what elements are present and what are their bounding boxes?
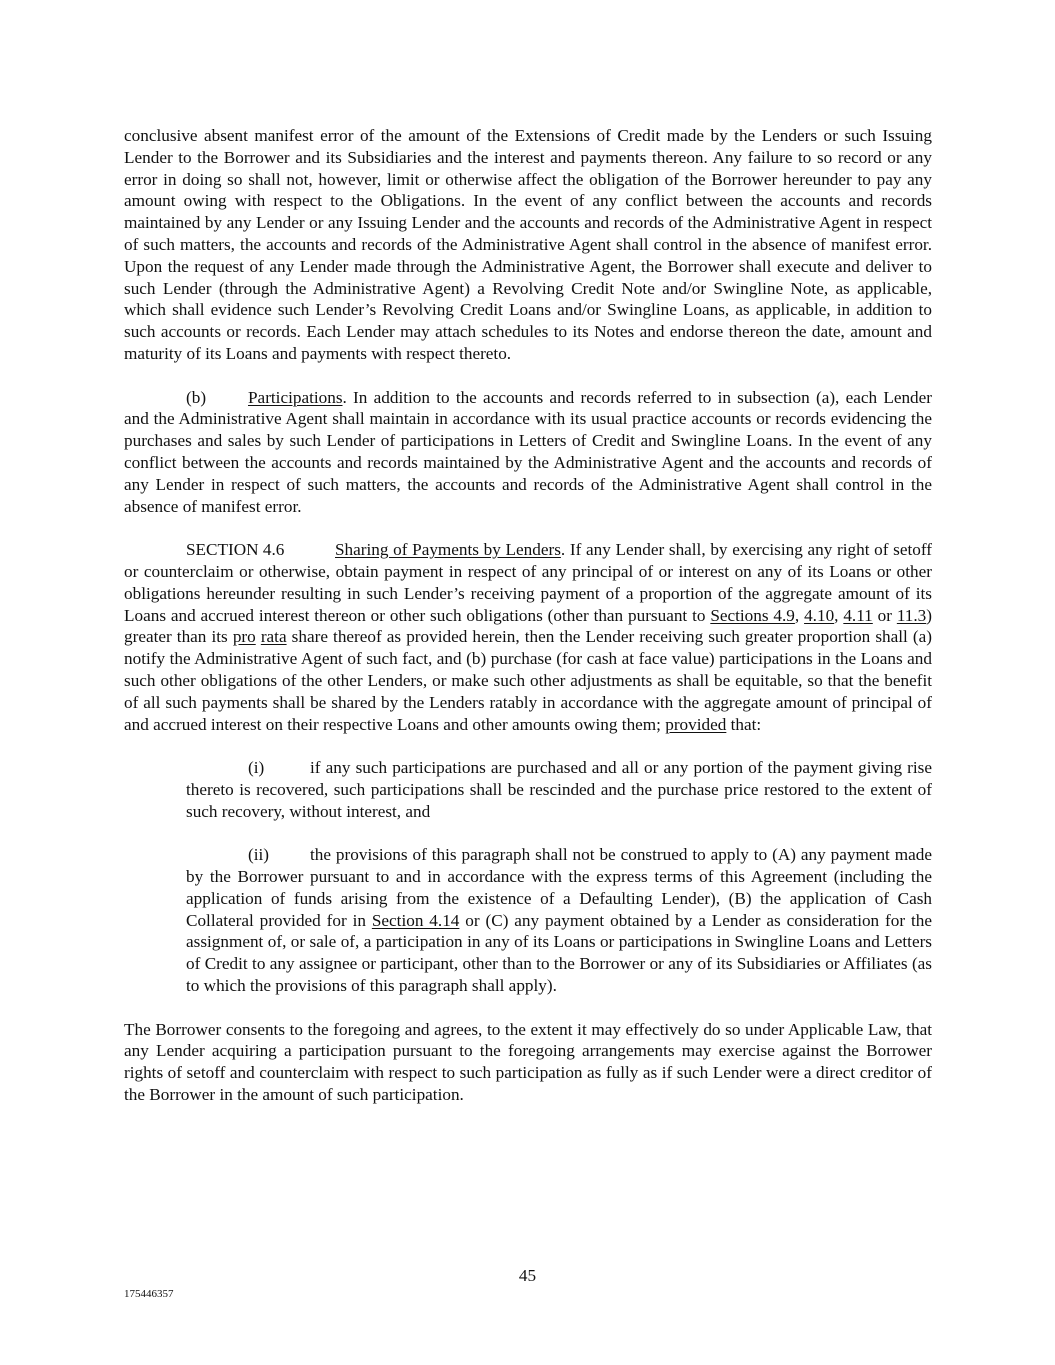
section-4-6-text: ) greater than its — [124, 605, 933, 647]
subsection-i-label: (i) — [248, 758, 265, 778]
subsection-ii — [186, 844, 932, 997]
section-ref-4-9: Sections 4.9 — [710, 605, 795, 625]
paragraph-b-text: . In addition to the accounts and records referred to in subsection (a), each Lender and the Administrative Agent shall maintain in accordance with its usual practice accounts or records evidencing the purchases and sales by such Lender of participations in Letters of Credit and Swingline Loans. In the event of any conflict between the accounts and records maintained by the Administrative Agent and the accounts and records of any Lender in respect of such matters, the accounts and records of the Administrative Agent shall control in the absence of manifest error. — [124, 387, 932, 516]
subsection-ii-label: (ii) — [248, 845, 269, 865]
paragraph-a-continuation: conclusive absent manifest error of the amount of the Extensions of Credit made by the Lenders or such Issuing Lender to the Borrower and its Subsidiaries and the interest and payments thereon. Any failure to so record or any error in doing so shall not, however, limit or otherwise affect the obligation of the Borrower hereunder to pay any amount owing with respect to the Obligations. In the event of any conflict between the accounts and records maintained by any Lender or any Issuing Lender and the accounts and records of the Administrative Agent in respect of such matters, the accounts and records of the Administrative Agent shall control in the absence of manifest error. Upon the request of any Lender made through the Administrative Agent, the Borrower shall execute and deliver to such Lender (through the Administrative Agent) a Revolving Credit Note and/or Swingline Note, as applicable, which shall evidence such Lender’s Revolving Credit Loans and/or Swingline Loans, as applicable, in addition to such accounts or records. Each Lender may attach schedules to its Notes and endorse thereon the date, amount and maturity of its Loans and payments with respect thereto. — [124, 126, 932, 363]
separator: , — [794, 605, 805, 625]
closing-paragraph: The Borrower consents to the foregoing and agrees, to the extent it may effectively do so under Applicable Law, that any Lender acquiring a participation pursuant to the foregoing arrangements may exercise against the Borrower rights of setoff and counterclaim with respect to such participation as fully as if such Lender were a direct creditor of the Borrower in the amount of such participation. — [124, 1019, 932, 1105]
section-ref-4-10: 4.10 — [804, 605, 835, 625]
separator: or — [872, 605, 897, 625]
section-4-6 — [124, 539, 932, 735]
section-ref-4-11: 4.11 — [843, 605, 873, 625]
document-body — [124, 125, 932, 1106]
section-ref-11-3: 11.3 — [896, 605, 927, 625]
section-4-6-heading: Sharing of Payments by Lenders — [335, 540, 561, 560]
provided-term: provided — [665, 714, 727, 734]
paragraph-b-heading: Participations — [248, 387, 343, 407]
subsection-i-text: if any such participations are purchased and all or any portion of the payment giving rise thereto is recovered, such participations shall be rescinded and the purchase price restored to the extent of such recovery, without interest, and — [186, 758, 932, 821]
section-4-6-text: . If any Lender shall, by exercising any right of setoff or counterclaim or otherwise, obtain payment in respect of any principal of or interest on any of its Loans or other obligations hereunder resulting in such Lender’s receiving payment of a proportion of the aggregate amount of its Loans and accrued interest thereon or other such obligations (other than pursuant to — [124, 540, 932, 625]
pro-term: pro — [232, 627, 256, 647]
paragraph-b-label: (b) — [186, 387, 207, 407]
subsection-ii-text: the provisions of this paragraph shall not be construed to apply to (A) any payment made by the Borrower pursuant to and in accordance with the express terms of this Agreement (including the application of funds arising from the existence of a Defaulting Lender), (B) the application of Cash Collateral provided for in — [186, 845, 932, 930]
section-ref-4-14: Section 4.14 — [371, 910, 460, 930]
paragraph-b-participations — [124, 387, 932, 518]
page-number: 45 — [518, 1266, 537, 1285]
document-id: 175446357 — [124, 1288, 174, 1300]
subsection-ii-text: or (C) any payment obtained by a Lender as consideration for the assignment of, or sale of, a participation in any of its Loans or participations in Swingline Loans and Letters of Credit to any assignee or participant, other than to the Borrower or any of its Subsidiaries or Affiliates (as to which the provisions of this paragraph shall apply). — [186, 910, 932, 996]
section-4-6-text: that: — [726, 714, 762, 734]
rata-term: rata — [260, 627, 287, 647]
section-4-6-label: SECTION 4.6 — [186, 540, 285, 560]
separator: , — [834, 605, 844, 625]
subsection-i — [186, 757, 932, 822]
section-4-6-text: share thereof as provided herein, then the Lender receiving such greater proportion shall (a) notify the Administrative Agent of such fact, and (b) purchase (for cash at face value) participations in the Loans and such other obligations of the other Lenders, or make such other adjustments as shall be equitable, so that the benefit of all such payments shall be shared by the Lenders ratably in accordance with the aggregate amount of principal of and accrued interest on their respective Loans and other amounts owing them; — [124, 627, 932, 734]
